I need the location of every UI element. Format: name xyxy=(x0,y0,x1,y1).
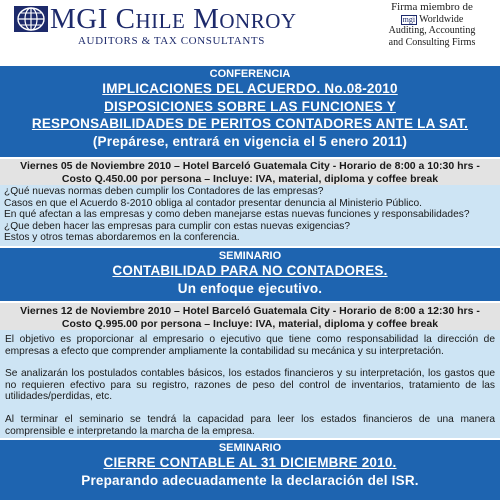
company-tagline: AUDITORS & TAX CONSULTANTS xyxy=(78,35,265,47)
list-item: Casos en que el Acuerdo 8-2010 obliga al contador presentar denuncia al Ministerio Público. xyxy=(4,197,422,209)
list-item: En qué afectan a las empresas y como deben manejarse estas nuevas funciones y responsabilidades? xyxy=(4,209,470,221)
seminar-title: CONTABILIDAD PARA NO CONTADORES. xyxy=(112,263,388,278)
list-item: ¿Que deben hacer las empresas para cumplir con estas nuevas exigencias? xyxy=(4,220,350,232)
section-kicker: SEMINARIO xyxy=(218,442,282,454)
conference-topics xyxy=(0,185,500,246)
conference-title-line1: IMPLICACIONES DEL ACUERDO. No.08-2010 xyxy=(102,81,398,96)
seminar-banner-2 xyxy=(0,440,500,500)
conference-details: Viernes 05 de Noviembre 2010 – Hotel Barceló Guatemala City - Horario de 8:00 a 10:30 hrs - Costo Q.450.00 por persona – Incluye: IVA, material, diploma y coffee break xyxy=(0,159,500,185)
seminar-details: Viernes 12 de Noviembre 2010 – Hotel Barceló Guatemala City - Horario de 8:00 a 12:30 hrs - Costo Q.995.00 por persona – Incluye: IVA, material, diploma y coffee break xyxy=(0,303,500,330)
membership-note: Firma miembro de mgi Worldwide Auditing, Accounting and Consulting Firms xyxy=(388,1,476,48)
seminar-subtitle: Un enfoque ejecutivo. xyxy=(177,280,323,296)
paragraph: Al terminar el seminario se tendrá la capacidad para leer los estados financieros de una manera comprensible e interpretando la marcha de la empresa. xyxy=(5,413,495,437)
letterhead xyxy=(0,0,500,62)
conference-banner xyxy=(0,66,500,157)
conference-title-line3: RESPONSABILIDADES DE PERITOS CONTADORES ANTE LA SAT. xyxy=(31,116,469,131)
seminar-banner-1 xyxy=(0,248,500,301)
paragraph: El objetivo es proporcionar al empresario o ejecutivo que tiene como responsabilidad la dirección de empresas a efecto que comprender ampliamente la contabilidad su mecánica y su interpretación. xyxy=(5,334,495,357)
globe-logo-icon xyxy=(14,6,48,32)
list-item: ¿Qué nuevas normas deben cumplir los Contadores de las empresas? xyxy=(4,186,324,197)
list-item: Estos y otros temas abordaremos en la conferencia. xyxy=(4,232,240,244)
seminar-subtitle: Preparando adecuadamente la declaración del ISR. xyxy=(81,472,419,488)
section-kicker: SEMINARIO xyxy=(218,250,282,262)
seminar-description xyxy=(0,330,500,438)
paragraph: Se analizarán los postulados contables básicos, los estados financieros y su interpretación, los gastos que no requieren efectivo para su registro, razones de peso del control de inventarios, tratamiento de las utilidades/perdidas, etc. xyxy=(5,368,495,403)
seminar-title: CIERRE CONTABLE AL 31 DICIEMBRE 2010. xyxy=(103,455,397,470)
conference-title-line2: DISPOSICIONES SOBRE LAS FUNCIONES Y xyxy=(104,98,396,114)
section-kicker: CONFERENCIA xyxy=(209,68,291,80)
mgi-mini-logo: mgi xyxy=(402,14,416,24)
company-name: MGI CHILE MONROY xyxy=(50,3,297,35)
conference-subtitle: (Prepárese, entrará en vigencia el 5 enero 2011) xyxy=(92,133,408,149)
